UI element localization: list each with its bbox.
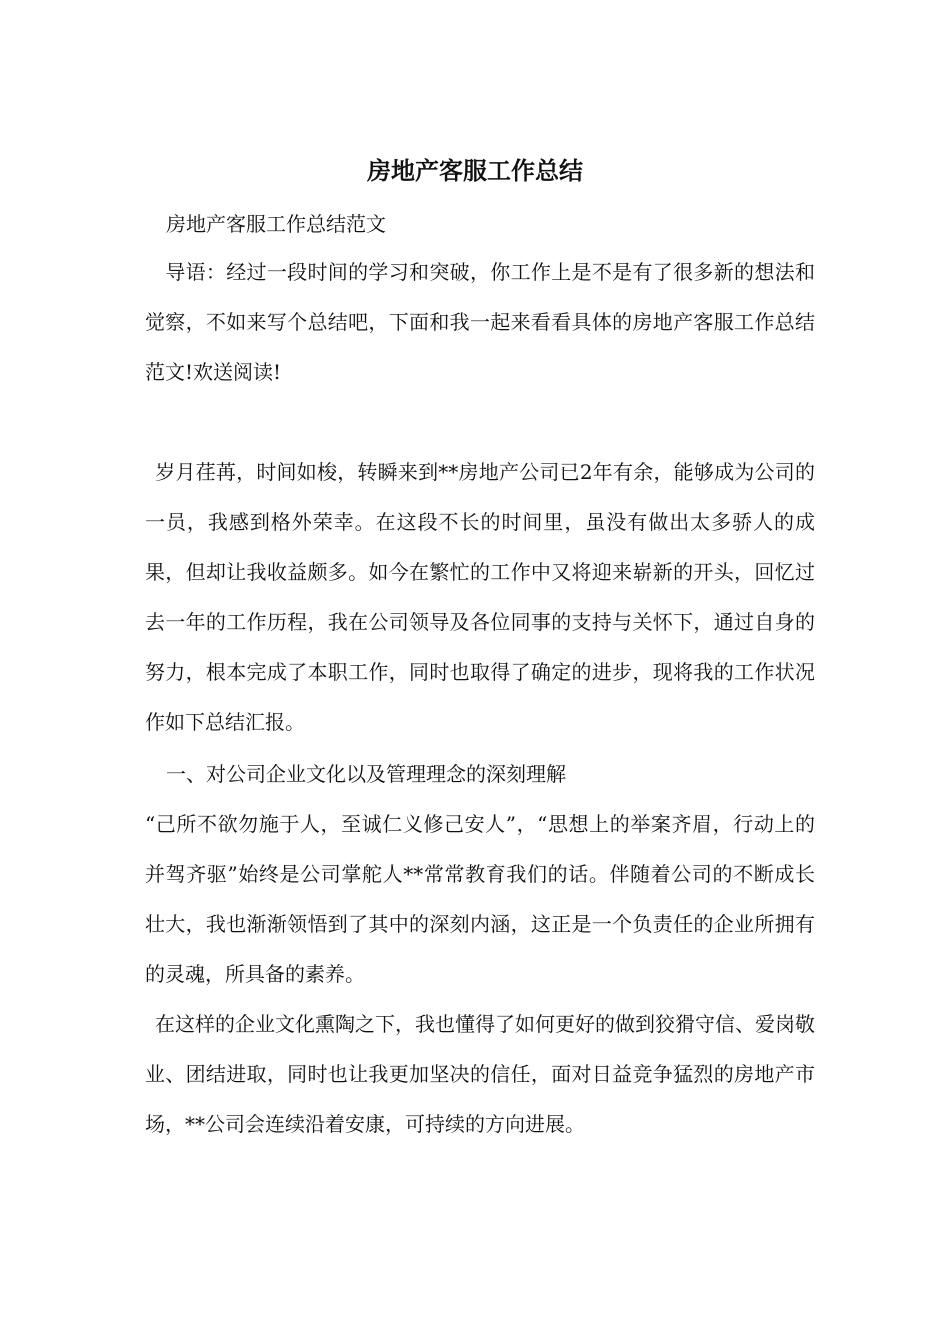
- body-paragraph-1: [145, 447, 815, 747]
- intro-paragraph: [145, 247, 815, 397]
- body-paragraph-3: [145, 999, 815, 1149]
- intro-text: 导语：经过一段时间的学习和突破，你工作上是不是有了很多新的想法和觉察，不如来写个总结吧，下面和我一起来看看具体的房地产客服工作总结范文!欢送阅读!: [145, 260, 815, 384]
- body-paragraph-2: [145, 799, 815, 999]
- body-paragraph-3-text: 在这样的企业文化熏陶之下，我也懂得了如何更好的做到狡猾守信、爱岗敬业、团结进取，同时也让我更加坚决的信任，面对日益竞争猛烈的房地产市场，**公司会连续沿着安康，可持续的方向进展。: [145, 1012, 815, 1136]
- document-subtitle: 房地产客服工作总结范文: [166, 212, 386, 236]
- document-title: 房地产客服工作总结: [367, 156, 583, 185]
- section-heading-1: 一、对公司企业文化以及管理理念的深刻理解: [166, 762, 566, 786]
- body-paragraph-2-text: “己所不欲勿施于人，至诚仁义修己安人”，“思想上的举案齐眉，行动上的并驾齐驱”始终是公司掌舵人**常常教育我们的话。伴随着公司的不断成长壮大，我也渐渐领悟到了其中的深刻内涵，这正是一个负责任的企业所拥有的灵魂，所具备的素养。: [145, 812, 815, 986]
- body-paragraph-1-text: 岁月荏苒，时间如梭，转瞬来到**房地产公司已2年有余，能够成为公司的一员，我感到格外荣幸。在这段不长的时间里，虽没有做出太多骄人的成果，但却让我收益颇多。如今在繁忙的工作中又将迎来崭新的开头，回忆过去一年的工作历程，我在公司领导及各位同事的支持与关怀下，通过自身的努力，根本完成了本职工作，同时也取得了确定的进步，现将我的工作状况作如下总结汇报。: [145, 460, 815, 734]
